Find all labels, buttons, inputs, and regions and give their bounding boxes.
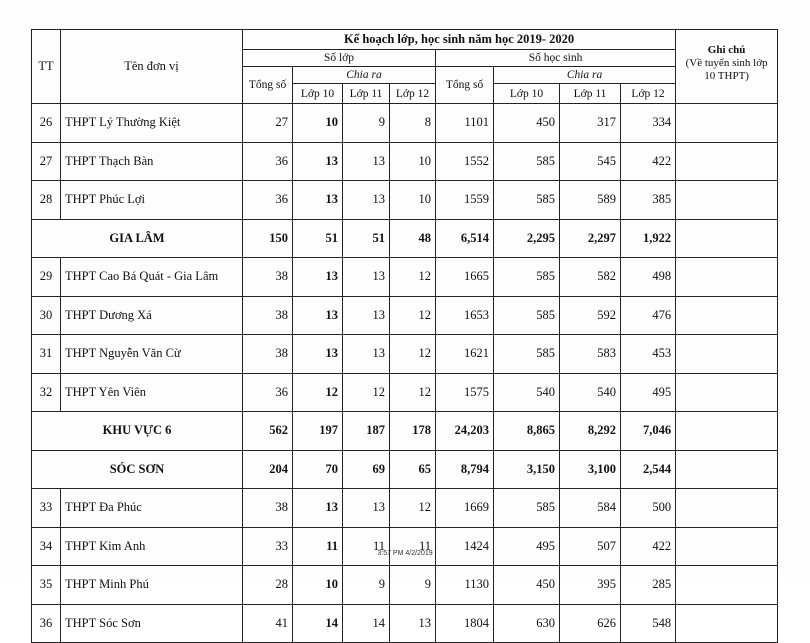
table-row <box>32 527 778 566</box>
school-name: THPT Sóc Sơn <box>61 604 243 643</box>
students-total: 1559 <box>436 181 494 220</box>
group-name: KHU VỰC 6 <box>32 412 243 451</box>
students-g12: 2,544 <box>621 450 676 489</box>
classes-total: 28 <box>243 566 293 605</box>
students-g12: 476 <box>621 296 676 335</box>
students-g11: 317 <box>560 104 621 143</box>
classes-g11: 13 <box>343 258 390 297</box>
classes-g12: 178 <box>390 412 436 451</box>
students-header: Số học sinh <box>436 50 676 67</box>
classes-g11: 11 <box>343 527 390 566</box>
classes-g12: 12 <box>390 489 436 528</box>
classes-g12: 12 <box>390 258 436 297</box>
classes-g12: 12 <box>390 296 436 335</box>
note-cell <box>676 412 778 451</box>
students-total: 1552 <box>436 142 494 181</box>
table-row <box>32 181 778 220</box>
classes-header: Số lớp <box>243 50 436 67</box>
students-g11: 592 <box>560 296 621 335</box>
classes-g12: 10 <box>390 181 436 220</box>
students-total: 1669 <box>436 489 494 528</box>
students-g11: 395 <box>560 566 621 605</box>
group-name: SÓC SƠN <box>32 450 243 489</box>
classes-total: 38 <box>243 258 293 297</box>
row-number: 35 <box>32 566 61 605</box>
school-name: THPT Nguyễn Văn Cừ <box>61 335 243 374</box>
classes-g12-header: Lớp 12 <box>390 84 436 104</box>
classes-g10: 51 <box>293 219 343 258</box>
school-name: THPT Minh Phú <box>61 566 243 605</box>
students-g11: 3,100 <box>560 450 621 489</box>
classes-g10: 11 <box>293 527 343 566</box>
table-row <box>32 604 778 643</box>
students-g12: 385 <box>621 181 676 220</box>
note-cell <box>676 142 778 181</box>
students-total: 6,514 <box>436 219 494 258</box>
plan-title: Kế hoạch lớp, học sinh năm học 2019- 2020 <box>243 30 676 50</box>
classes-total: 41 <box>243 604 293 643</box>
students-total-header: Tổng số <box>436 67 494 104</box>
classes-g10: 13 <box>293 258 343 297</box>
col-note <box>676 30 778 104</box>
students-g10-header: Lớp 10 <box>494 84 560 104</box>
students-g10: 2,295 <box>494 219 560 258</box>
classes-split-header: Chia ra <box>293 67 436 84</box>
print-timestamp: 3:57 PM 4/2/2019 <box>377 550 433 557</box>
table-row <box>32 258 778 297</box>
row-number: 29 <box>32 258 61 297</box>
classes-total: 38 <box>243 296 293 335</box>
classes-g10-header: Lớp 10 <box>293 84 343 104</box>
students-g10: 585 <box>494 181 560 220</box>
note-cell <box>676 181 778 220</box>
classes-g12: 10 <box>390 142 436 181</box>
classes-total: 36 <box>243 142 293 181</box>
school-name: THPT Kim Anh <box>61 527 243 566</box>
classes-total: 150 <box>243 219 293 258</box>
note-cell <box>676 450 778 489</box>
students-g11: 540 <box>560 373 621 412</box>
students-g12: 495 <box>621 373 676 412</box>
students-g12-header: Lớp 12 <box>621 84 676 104</box>
school-name: THPT Phúc Lợi <box>61 181 243 220</box>
students-g11: 8,292 <box>560 412 621 451</box>
classes-g11: 12 <box>343 373 390 412</box>
students-total: 1665 <box>436 258 494 297</box>
classes-g11: 69 <box>343 450 390 489</box>
students-g12: 498 <box>621 258 676 297</box>
note-cell <box>676 335 778 374</box>
classes-g10: 13 <box>293 296 343 335</box>
table-row <box>32 104 778 143</box>
group-row <box>32 412 778 451</box>
students-g10: 585 <box>494 489 560 528</box>
classes-g11: 9 <box>343 566 390 605</box>
students-total: 1575 <box>436 373 494 412</box>
classes-g11-header: Lớp 11 <box>343 84 390 104</box>
table-body <box>32 104 778 643</box>
students-g12: 548 <box>621 604 676 643</box>
students-g11: 582 <box>560 258 621 297</box>
school-name: THPT Đa Phúc <box>61 489 243 528</box>
students-total: 1653 <box>436 296 494 335</box>
students-g11: 507 <box>560 527 621 566</box>
note-cell <box>676 489 778 528</box>
students-g10: 585 <box>494 142 560 181</box>
note-cell <box>676 296 778 335</box>
students-g11: 584 <box>560 489 621 528</box>
classes-g11: 9 <box>343 104 390 143</box>
note-cell <box>676 373 778 412</box>
row-number: 33 <box>32 489 61 528</box>
students-g10: 450 <box>494 566 560 605</box>
row-number: 28 <box>32 181 61 220</box>
table-row <box>32 373 778 412</box>
row-number: 32 <box>32 373 61 412</box>
row-number: 30 <box>32 296 61 335</box>
students-g12: 422 <box>621 142 676 181</box>
students-split-header: Chia ra <box>494 67 676 84</box>
group-row <box>32 450 778 489</box>
students-g10: 8,865 <box>494 412 560 451</box>
row-number: 31 <box>32 335 61 374</box>
students-g12: 7,046 <box>621 412 676 451</box>
classes-g12: 12 <box>390 335 436 374</box>
classes-g12: 48 <box>390 219 436 258</box>
row-number: 26 <box>32 104 61 143</box>
school-name: THPT Yên Viên <box>61 373 243 412</box>
students-g12: 285 <box>621 566 676 605</box>
note-subtitle: (Về tuyển sinh lớp 10 THPT) <box>685 57 768 82</box>
table-row <box>32 142 778 181</box>
students-g12: 500 <box>621 489 676 528</box>
row-number: 34 <box>32 527 61 566</box>
students-g11-header: Lớp 11 <box>560 84 621 104</box>
students-g11: 2,297 <box>560 219 621 258</box>
classes-g11: 13 <box>343 296 390 335</box>
classes-total: 33 <box>243 527 293 566</box>
group-row <box>32 219 778 258</box>
classes-g12: 11 <box>390 527 436 566</box>
students-g10: 630 <box>494 604 560 643</box>
note-cell <box>676 258 778 297</box>
classes-g10: 14 <box>293 604 343 643</box>
classes-g12: 8 <box>390 104 436 143</box>
students-g10: 585 <box>494 296 560 335</box>
classes-g11: 13 <box>343 489 390 528</box>
classes-g11: 187 <box>343 412 390 451</box>
classes-total: 36 <box>243 181 293 220</box>
students-g10: 3,150 <box>494 450 560 489</box>
classes-total: 38 <box>243 335 293 374</box>
classes-g12: 9 <box>390 566 436 605</box>
classes-g10: 12 <box>293 373 343 412</box>
students-g11: 545 <box>560 142 621 181</box>
classes-g10: 13 <box>293 489 343 528</box>
table-row <box>32 335 778 374</box>
students-total: 24,203 <box>436 412 494 451</box>
classes-g10: 10 <box>293 104 343 143</box>
classes-g10: 13 <box>293 142 343 181</box>
classes-total: 27 <box>243 104 293 143</box>
school-name: THPT Cao Bá Quát - Gia Lâm <box>61 258 243 297</box>
classes-g12: 65 <box>390 450 436 489</box>
classes-g11: 13 <box>343 142 390 181</box>
students-total: 1804 <box>436 604 494 643</box>
row-number: 27 <box>32 142 61 181</box>
students-total: 1621 <box>436 335 494 374</box>
students-g10: 585 <box>494 335 560 374</box>
students-g12: 422 <box>621 527 676 566</box>
students-total: 8,794 <box>436 450 494 489</box>
classes-g10: 10 <box>293 566 343 605</box>
students-total: 1424 <box>436 527 494 566</box>
table-row <box>32 489 778 528</box>
classes-g11: 13 <box>343 335 390 374</box>
note-cell <box>676 566 778 605</box>
classes-total: 38 <box>243 489 293 528</box>
school-name: THPT Lý Thường Kiệt <box>61 104 243 143</box>
students-g12: 453 <box>621 335 676 374</box>
classes-total: 562 <box>243 412 293 451</box>
group-name: GIA LÂM <box>32 219 243 258</box>
students-total: 1101 <box>436 104 494 143</box>
table-row <box>32 296 778 335</box>
col-tt: TT <box>32 30 61 104</box>
table-row <box>32 566 778 605</box>
note-cell <box>676 527 778 566</box>
school-name: THPT Dương Xá <box>61 296 243 335</box>
students-g11: 583 <box>560 335 621 374</box>
students-g12: 334 <box>621 104 676 143</box>
students-g10: 540 <box>494 373 560 412</box>
classes-g10: 197 <box>293 412 343 451</box>
classes-g10: 13 <box>293 181 343 220</box>
students-g10: 495 <box>494 527 560 566</box>
students-g10: 450 <box>494 104 560 143</box>
note-cell <box>676 604 778 643</box>
students-g12: 1,922 <box>621 219 676 258</box>
school-name: THPT Thạch Bàn <box>61 142 243 181</box>
classes-g10: 70 <box>293 450 343 489</box>
classes-g11: 14 <box>343 604 390 643</box>
col-unit: Tên đơn vị <box>61 30 243 104</box>
classes-g12: 12 <box>390 373 436 412</box>
students-g10: 585 <box>494 258 560 297</box>
table-header <box>32 30 778 104</box>
students-g11: 626 <box>560 604 621 643</box>
classes-g11: 13 <box>343 181 390 220</box>
note-cell <box>676 104 778 143</box>
note-cell <box>676 219 778 258</box>
note-title: Ghi chú <box>707 44 746 56</box>
classes-g11: 51 <box>343 219 390 258</box>
classes-total: 36 <box>243 373 293 412</box>
classes-total-header: Tổng số <box>243 67 293 104</box>
classes-g12: 13 <box>390 604 436 643</box>
classes-g10: 13 <box>293 335 343 374</box>
students-g11: 589 <box>560 181 621 220</box>
classes-total: 204 <box>243 450 293 489</box>
row-number: 36 <box>32 604 61 643</box>
students-total: 1130 <box>436 566 494 605</box>
